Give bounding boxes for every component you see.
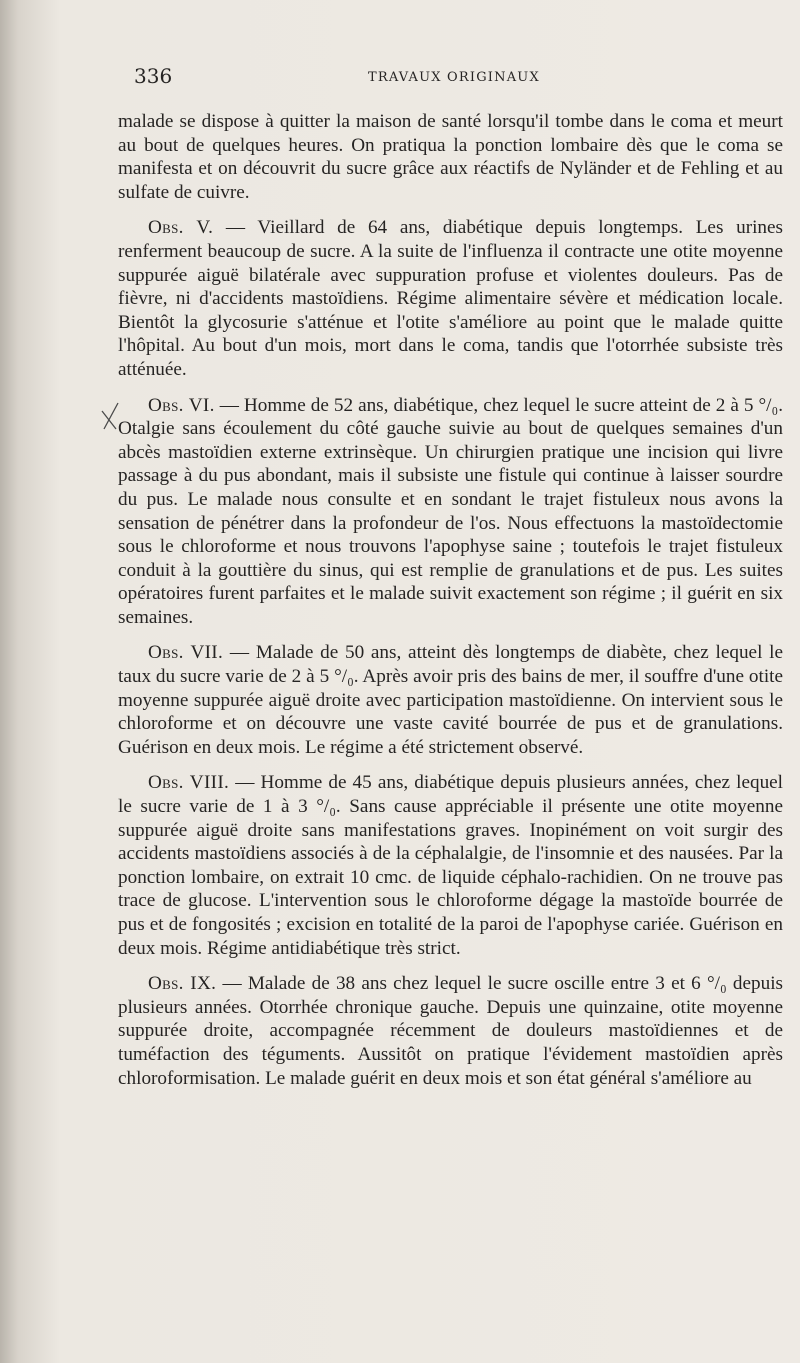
paragraph-text: malade se dispose à quitter la maison de santé lorsqu'il tombe dans le coma et meurt au bout de quelques heures. On pratiqua la ponction lombaire dès que le coma se manifesta et on découvrit du sucre grâce aux réactifs de Nyländer et de Fehling et au sulfate de cuivre.: [118, 111, 783, 203]
paragraph-continuation: [118, 110, 783, 204]
paragraph-text: — Homme de 45 ans, diabétique depuis plusieurs années, chez lequel le sucre varie de 1 à 3 °/₀. Sans cause appréciable il présente une otite moyenne suppurée aiguë droite sans manifestations graves. Inopinément on voit surgir des accidents mastoïdiens associés à de la céphalalgie, de l'insomnie et des nausées. Par la ponction lombaire, on extrait 10 cmc. de liquide céphalo-rachidien. On ne trouve pas trace de glucose. L'intervention sous le chloroforme dégage la mastoïde bourrée de pus et de fongosités ; excision en totalité de la paroi de l'apophyse cariée. Guérison en deux mois. Régime antidiabétique très strict.: [118, 772, 784, 959]
observation-viii: [118, 771, 783, 960]
article-body: [118, 110, 783, 1102]
running-title: TRAVAUX ORIGINAUX: [368, 70, 540, 85]
observation-ix: [118, 972, 783, 1090]
paragraph-text: — Vieillard de 64 ans, diabétique depuis longtemps. Les urines renferment beaucoup de sucre. A la suite de l'influenza il contracte une otite moyenne suppurée aiguë bilatérale avec suppuration profuse et violentes douleurs. Pas de fièvre, ni d'accidents mastoïdiens. Régime alimentaire sévère et médication locale. Bientôt la glycosurie s'atténue et l'otite s'améliore au point que le malade quitte l'hôpital. Au bout d'un mois, mort dans le coma, tandis que l'otorrhée subsiste très atténuée.: [118, 217, 783, 380]
page-number: 336: [134, 64, 173, 88]
paragraph-text: — Malade de 38 ans chez lequel le sucre oscille entre 3 et 6 °/₀ depuis plusieurs années. Otorrhée chronique gauche. Depuis une quinzaine, otite moyenne suppurée droite, accompagnée récemment de douleurs mastoïdiennes et de tuméfaction des téguments. Aussitôt on pratique l'évidement mastoïdien après chloroformisation. Le malade guérit en deux mois et son état général s'améliore au: [118, 973, 784, 1089]
page-header: [134, 64, 784, 90]
paragraph-text: — Malade de 50 ans, atteint dès longtemps de diabète, chez lequel le taux du sucre varie de 2 à 5 °/₀. Après avoir pris des bains de mer, il souffre d'une otite moyenne suppurée aiguë droite avec participation mastoïdienne. On intervient sous le chloroforme et on découvre une vaste cavité bourrée de pus et de granulations. Guérison en deux mois. Le régime a été strictement observé.: [118, 642, 784, 758]
paragraph-text: — Homme de 52 ans, diabétique, chez lequel le sucre atteint de 2 à 5 °/₀. Otalgie sans écoulement du côté gauche suivie au bout de quelques semaines d'un abcès mastoïdien externe extrinsèque. Un chirurgien pratique une incision qui livre passage à du pus abondant, mais il subsiste une fistule qui continue à laisser sourdre du pus. Le malade nous consulte et en sondant le trajet fistuleux nous avons la sensation de pénétrer dans la profondeur de l'os. Nous effectuons la mastoïdectomie sous le chloroforme et nous trouvons l'apophyse saine ; toutefois le trajet fistuleux conduit à la gouttière du sinus, qui est remplie de granulations et de pus. Les suites opératoires furent parfaites et le malade suivit exactement son régime ; il guérit en six semaines.: [118, 394, 783, 628]
observation-label: Obs. IX.: [148, 973, 217, 995]
observation-label: Obs. VII.: [148, 642, 224, 664]
observation-label: Obs. VI.: [148, 394, 215, 416]
observation-v: [118, 216, 783, 381]
observation-label: Obs. VIII.: [148, 772, 230, 794]
observation-label: Obs. V.: [148, 217, 214, 239]
observation-vi: [118, 394, 783, 630]
observation-vii: [118, 641, 783, 759]
